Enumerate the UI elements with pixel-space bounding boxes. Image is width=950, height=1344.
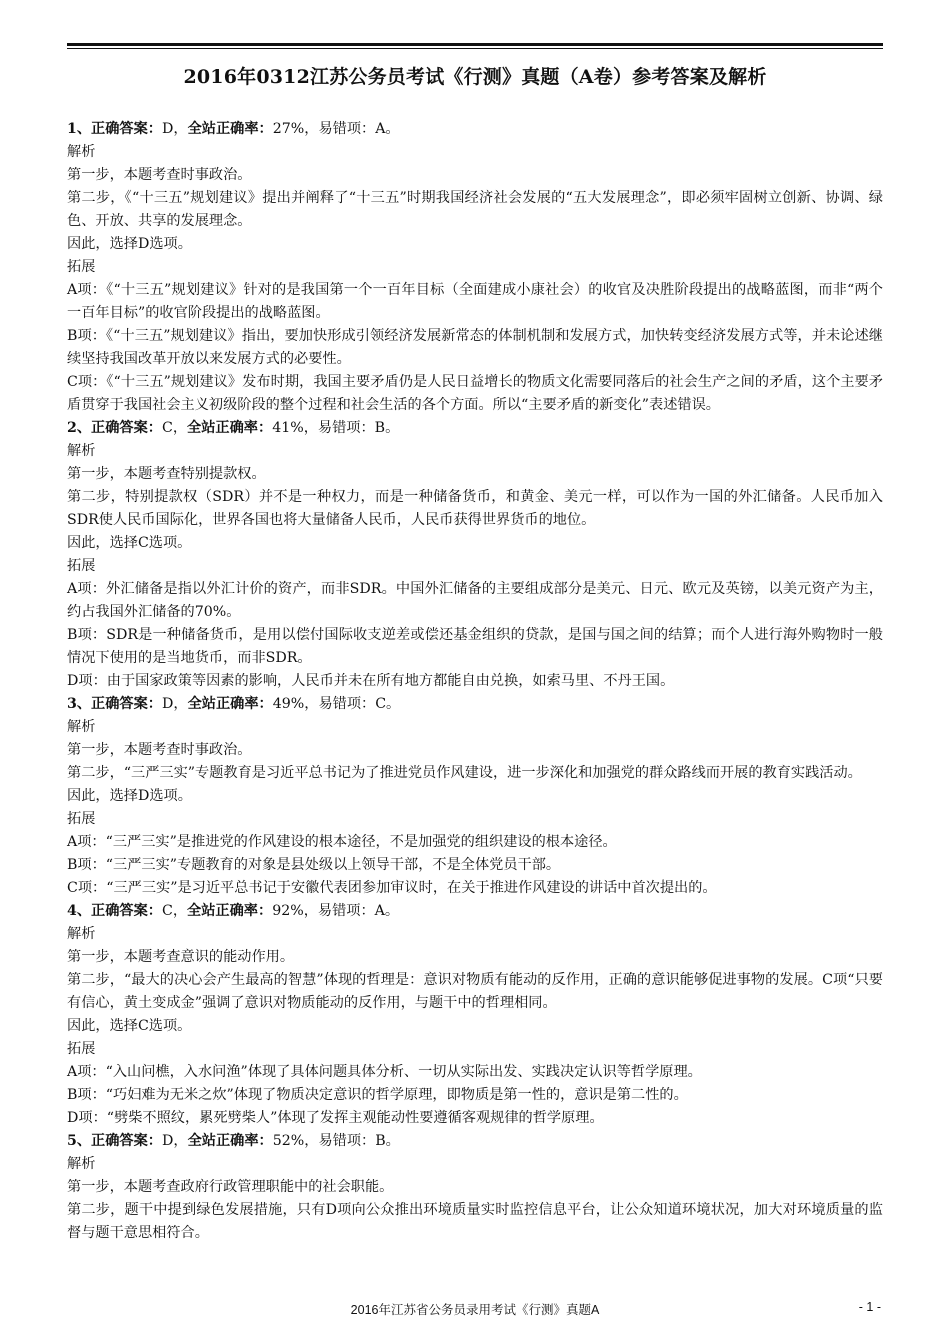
question-header bbox=[67, 1130, 883, 1153]
answer-label: 4、正确答案： bbox=[67, 903, 162, 919]
analysis-label: 解析 bbox=[67, 719, 96, 735]
extension-label: 拓展 bbox=[67, 1041, 96, 1057]
extension-option: D项：由于国家政策等因素的影响，人民币并未在所有地方都能自由兑换，如索马里、不丹王国。 bbox=[67, 673, 675, 689]
analysis-step: 第二步，“三严三实”专题教育是习近平总书记为了推进党员作风建设，进一步深化和加强党的群众路线而开展的教育实践活动。 bbox=[67, 765, 862, 781]
rate-label: 全站正确率： bbox=[187, 696, 273, 712]
footer-text: 2016年江苏省公务员录用考试《行测》真题A bbox=[350, 1303, 600, 1317]
answer-label: 2、正确答案： bbox=[67, 420, 162, 436]
analysis-step: 第一步，本题考查时事政治。 bbox=[67, 742, 252, 758]
answer-value: D， bbox=[162, 696, 188, 712]
extension-label: 拓展 bbox=[67, 811, 96, 827]
extension-label: 拓展 bbox=[67, 558, 96, 574]
answer-content bbox=[67, 118, 883, 1245]
extension-option: B项：“三严三实”专题教育的对象是县处级以上领导干部，不是全体党员干部。 bbox=[67, 857, 561, 873]
answer-label: 3、正确答案： bbox=[67, 696, 162, 712]
analysis-step: 第二步，题干中提到绿色发展措施，只有D项向公众推出环境质量实时监控信息平台，让公众知道环境状况，加大对环境质量的监督与题干意思相符合。 bbox=[67, 1202, 883, 1241]
analysis-step: 因此，选择D选项。 bbox=[67, 788, 192, 804]
rate-value: 27%，易错项：A。 bbox=[272, 121, 400, 137]
analysis-step: 第二步，《“十三五”规划建议》提出并阐释了“十三五”时期我国经济社会发展的“五大发展理念”，即必须牢固树立创新、协调、绿色、开放、共享的发展理念。 bbox=[67, 190, 883, 229]
analysis-label: 解析 bbox=[67, 1156, 96, 1172]
analysis-step: 因此，选择D选项。 bbox=[67, 236, 192, 252]
analysis-label: 解析 bbox=[67, 144, 96, 160]
analysis-step: 第一步，本题考查特别提款权。 bbox=[67, 466, 266, 482]
document-title: 2016年0312江苏公务员考试《行测》真题（A卷）参考答案及解析 bbox=[183, 66, 767, 88]
rate-value: 92%，易错项：A。 bbox=[272, 903, 400, 919]
analysis-step: 第二步，特别提款权（SDR）并不是一种权力，而是一种储备货币，和黄金、美元一样，可以作为一国的外汇储备。人民币加入SDR使人民币国际化，世界各国也将大量储备人民币，人民币获得世界货币的地位。 bbox=[67, 489, 883, 528]
rate-value: 41%，易错项：B。 bbox=[272, 420, 400, 436]
header-rule-thin bbox=[67, 48, 883, 49]
extension-option: A项：“入山问樵，入水问渔”体现了具体问题具体分析、一切从实际出发、实践决定认识等哲学原理。 bbox=[67, 1064, 702, 1080]
analysis-step: 第一步，本题考查意识的能动作用。 bbox=[67, 949, 295, 965]
rate-value: 52%，易错项：B。 bbox=[272, 1133, 400, 1149]
question-header bbox=[67, 900, 883, 923]
analysis-label: 解析 bbox=[67, 443, 96, 459]
answer-value: C， bbox=[162, 903, 188, 919]
extension-option: C项：“三严三实”是习近平总书记于安徽代表团参加审议时，在关于推进作风建设的讲话中首次提出的。 bbox=[67, 880, 717, 896]
analysis-step: 第一步，本题考查时事政治。 bbox=[67, 167, 252, 183]
answer-label: 5、正确答案： bbox=[67, 1133, 162, 1149]
extension-option: A项：外汇储备是指以外汇计价的资产，而非SDR。中国外汇储备的主要组成部分是美元、日元、欧元及英镑，以美元资产为主，约占我国外汇储备的70%。 bbox=[67, 581, 883, 620]
rate-label: 全站正确率： bbox=[187, 420, 273, 436]
rate-value: 49%，易错项：C。 bbox=[272, 696, 401, 712]
rate-label: 全站正确率： bbox=[187, 1133, 273, 1149]
question-header bbox=[67, 693, 883, 716]
page-number: - 1 - bbox=[858, 1300, 881, 1314]
answer-label: 1、正确答案： bbox=[67, 121, 162, 137]
extension-label: 拓展 bbox=[67, 259, 96, 275]
question-header bbox=[67, 417, 883, 440]
extension-option: B项：《“十三五”规划建议》指出，要加快形成引领经济发展新常态的体制机制和发展方式，加快转变经济发展方式等，并未论述继续坚持我国改革开放以来发展方式的必要性。 bbox=[67, 328, 883, 367]
header-rule-thick bbox=[67, 43, 883, 46]
analysis-step: 第二步，“最大的决心会产生最高的智慧”体现的哲理是：意识对物质有能动的反作用，正确的意识能够促进事物的发展。C项“只要有信心，黄土变成金”强调了意识对物质能动的反作用，与题干中的哲理相同。 bbox=[67, 972, 883, 1011]
analysis-step: 因此，选择C选项。 bbox=[67, 535, 192, 551]
answer-value: D， bbox=[162, 1133, 188, 1149]
rate-label: 全站正确率： bbox=[187, 903, 273, 919]
extension-option: C项：《“十三五”规划建议》发布时期，我国主要矛盾仍是人民日益增长的物质文化需要同落后的社会生产之间的矛盾，这个主要矛盾贯穿于我国社会主义初级阶段的整个过程和社会生活的各个方面。所以“主要矛盾的新变化”表述错误。 bbox=[67, 374, 883, 413]
extension-option: A项：《“十三五”规划建议》针对的是我国第一个一百年目标（全面建成小康社会）的收官及决胜阶段提出的战略蓝图，而非“两个一百年目标”的收官阶段提出的战略蓝图。 bbox=[67, 282, 883, 321]
question-header bbox=[67, 118, 883, 141]
rate-label: 全站正确率： bbox=[187, 121, 273, 137]
extension-option: D项：“劈柴不照纹，累死劈柴人”体现了发挥主观能动性要遵循客观规律的哲学原理。 bbox=[67, 1110, 604, 1126]
extension-option: B项：SDR是一种储备货币，是用以偿付国际收支逆差或偿还基金组织的贷款，是国与国之间的结算；而个人进行海外购物时一般情况下使用的是当地货币，而非SDR。 bbox=[67, 627, 883, 666]
answer-value: D， bbox=[162, 121, 188, 137]
extension-option: A项：“三严三实”是推进党的作风建设的根本途径，不是加强党的组织建设的根本途径。 bbox=[67, 834, 617, 850]
analysis-step: 因此，选择C选项。 bbox=[67, 1018, 192, 1034]
analysis-label: 解析 bbox=[67, 926, 96, 942]
answer-value: C， bbox=[162, 420, 188, 436]
extension-option: B项：“巧妇难为无米之炊”体现了物质决定意识的哲学原理，即物质是第一性的，意识是第二性的。 bbox=[67, 1087, 688, 1103]
analysis-step: 第一步，本题考查政府行政管理职能中的社会职能。 bbox=[67, 1179, 394, 1195]
